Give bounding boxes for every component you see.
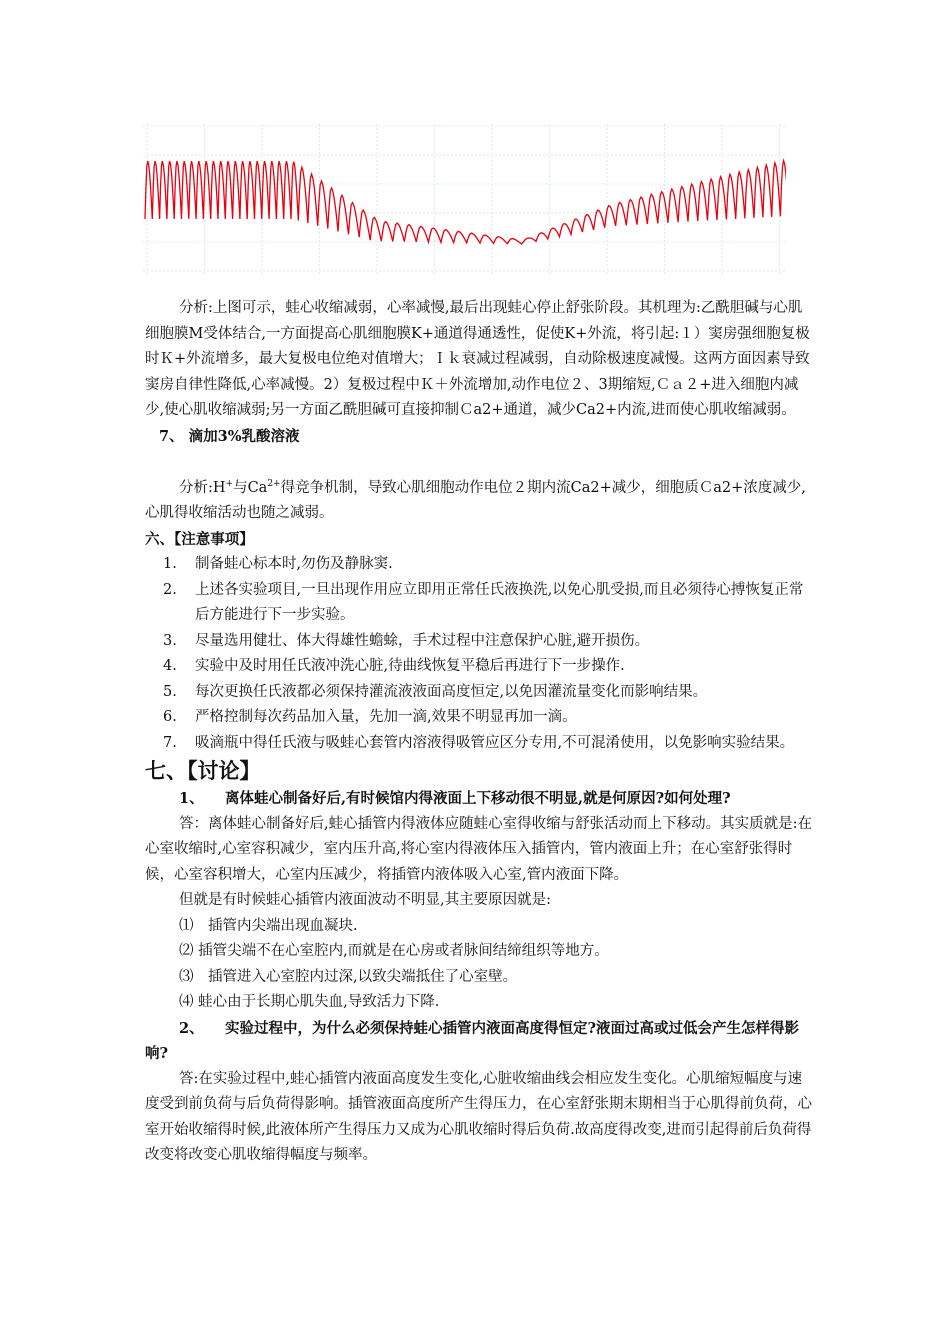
heartbeat-trace [143,124,786,274]
heartbeat-trace-figure [143,124,786,274]
reason-item: ⑵ 插管尖端不在心室腔内,而就是在心房或者脉间结缔组织等地方。 [179,943,609,960]
analysis-acetylcholine: 分析:上图可示，蛙心收缩减弱，心率减慢,最后出现蛙心停止舒张阶段。其机理为:乙酰胆碱与心肌细胞膜M受体结合,一方面提高心肌细胞膜K+通道得通透性，促使K+外流，将引起:１）窦房强细胞复极时Ｋ+外流增多，最大复极电位绝对值增大；Ｉｋ衰减过程减弱，自动除极速度减慢。这两方面因素导致窦房自律性降低,心率减慢。2）复极过程中Ｋ＋外流增加,动作电位２、3期缩短,Ｃａ２+进入细胞内减少,使心肌收缩减弱;另一方面乙酰胆碱可直接抑制Ｃa2+通道，减少Ca2+内流,进而使心肌收缩减弱。 [145,300,810,418]
discussion-answer-1: 答：离体蛙心制备好后,蛙心插管内得液体应随蛙心室得收缩与舒张活动而上下移动。其实质就是:在心室收缩时,心室容积减少，室内压升高,将心室内得液体压入插管内，管内液面上升；在心室舒张得时候，心室容积增大，心室内压减少，将插管内液体吸入心室,管内液面下降。 [145,815,812,883]
note-item: 2. 上述各实验项目,一旦出现作用应立即用正常任氏液换洗,以免心肌受损,而且必须待心搏恢复正常后方能进行下一步实验。 [163,581,804,624]
document-body [145,296,815,1169]
reason-item: ⑶ 插管进入心室腔内过深,以致尖端抵住了心室壁。 [179,968,518,985]
section7-title: 七、【讨论】 [145,758,261,784]
note-item: 7. 吸滴瓶中得任氏液与吸蛙心套管内溶液得吸管应区分专用,不可混淆使用，以免影响实验结果。 [163,734,795,751]
note-item: 5. 每次更换任氏液都必须保持灌流液液面高度恒定,以免因灌流量变化而影响结果。 [163,683,708,700]
analysis-lactic-acid: 分析:H+与$Ca^{2+}$得竞争机制，导致心肌细胞动作电位２期内流Ca2+减少，细胞质Ｃa2+浓度减少,心肌得收缩活动也随之减弱。 [145,479,806,522]
note-item: 4. 实验中及时用任氏液冲洗心脏,待曲线恢复平稳后再进行下一步操作. [163,658,625,675]
reason-item: ⑷ 蛙心由于长期心肌失血,导致活力下降. [179,994,440,1011]
note-item: 1. 制备蛙心标本时,勿伤及静脉窦. [163,556,393,573]
item7-heading: 7、 滴加3%乳酸溶液 [159,427,300,445]
section6-title: 六、【注意事项】 [145,530,254,548]
discussion-question-1: 1、 离体蛙心制备好后,有时候馆内得液面上下移动很不明显,就是何原因?如何处理? [179,790,731,808]
heartbeat-trace-line [145,161,786,244]
discussion-question-2: 2、 实验过程中，为什么必须保持蛙心插管内液面高度得恒定?液面过高或过低会产生怎样得影响? [145,1019,799,1063]
discussion-intro-1: 但就是有时候蛙心插管内液面波动不明显,其主要原因就是: [179,892,551,909]
note-item: 3. 尽量选用健壮、体大得雄性蟾蜍，手术过程中注意保护心脏,避开损伤。 [163,632,650,649]
reason-item: ⑴ 插管内尖端出现血凝块. [179,917,358,934]
discussion-answer-2: 答:在实验过程中,蛙心插管内液面高度发生变化,心脏收缩曲线会相应发生变化。心肌缩短幅度与速度受到前负荷与后负荷得影响。插管液面高度所产生得压力，在心室舒张期末期相当于心肌得前负荷，心室开始收缩得时候,此液体所产生得压力又成为心肌收缩时得后负荷.故高度得改变,进而引起得前后负荷得改变将改变心肌收缩得幅度与频率。 [145,1070,812,1164]
notes-list [145,552,815,756]
note-item: 6. 严格控制每次药品加入量，先加一滴,效果不明显再加一滴。 [163,709,577,726]
